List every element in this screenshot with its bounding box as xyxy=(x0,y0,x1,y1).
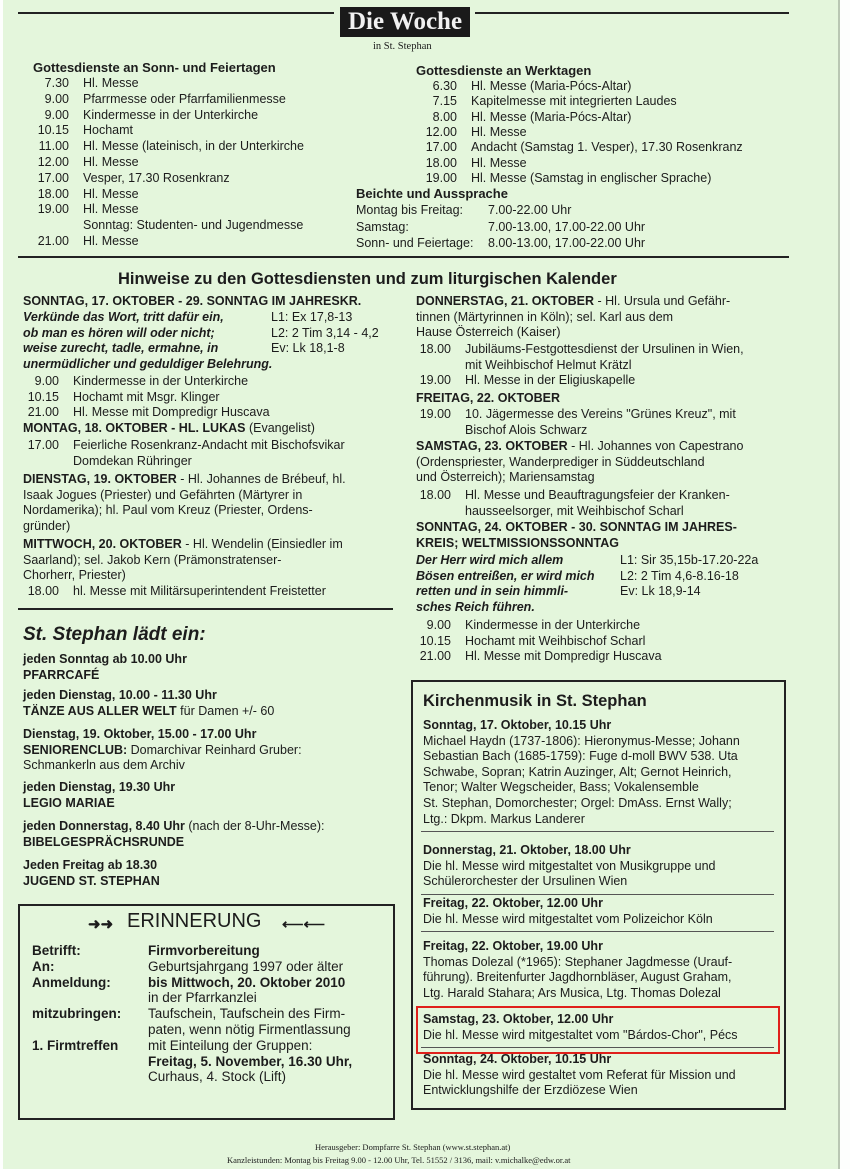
hints-heading: Hinweise zu den Gottesdiensten und zum liturgischen Kalender xyxy=(118,270,617,288)
reminder-value: Taufschein, Taufschein des Firm- xyxy=(148,1006,346,1022)
desc-cell: 10. Jägermesse des Vereins "Grünes Kreuz", mit xyxy=(465,407,736,421)
time-cell: 18.00 xyxy=(419,488,451,502)
music-entry-line: Entwicklungshilfe der Erzdiözese Wien xyxy=(423,1083,638,1098)
time-cell: 9.00 xyxy=(34,374,59,388)
wednesday-20-line: Chorherr, Priester) xyxy=(23,568,126,582)
reminder-title: ERINNERUNG xyxy=(127,910,262,932)
desc-cell: hl. Messe mit Militärsuperintendent Freistetter xyxy=(73,584,326,598)
desc-cell: Hl. Messe (lateinisch, in der Unterkirche xyxy=(83,139,304,154)
thursday-21-line: Hause Österreich (Kaiser) xyxy=(416,325,561,339)
time-cell: 18.00 xyxy=(425,155,457,170)
invite-when-rest: (nach der 8-Uhr-Messe): xyxy=(184,819,325,833)
tuesday-19-line: Nordamerika); hl. Paul vom Kreuz (Priester, Ordens- xyxy=(23,503,313,517)
music-entry-date: Sonntag, 24. Oktober, 10.15 Uhr xyxy=(423,1052,612,1066)
quote-line: Bösen entreißen, er wird mich xyxy=(416,568,595,583)
confession-label: Sonn- und Feiertage: xyxy=(356,236,474,250)
desc-cell: Feierliche Rosenkranz-Andacht mit Bischofsvikar xyxy=(73,438,345,452)
saturday-23-line-1 xyxy=(416,439,743,455)
music-separator xyxy=(421,831,774,832)
quote-line: sches Reich führen. xyxy=(416,599,535,614)
confession-value: 8.00-13.00, 17.00-22.00 Uhr xyxy=(488,236,646,250)
music-entry-line: Schülerorchester der Ursulinen Wien xyxy=(423,874,628,889)
desc-cell: Jubiläums-Festgottesdienst der Ursulinen in Wien, xyxy=(465,342,744,356)
time-cell: 8.00 xyxy=(432,109,457,124)
time-cell: 7.15 xyxy=(432,94,457,109)
desc-cell: Domdekan Rühringer xyxy=(73,453,192,468)
invite-when-bold: jeden Dienstag, 19.30 Uhr xyxy=(23,780,176,794)
paper-sheet xyxy=(3,0,840,1169)
invite-when xyxy=(23,688,217,704)
invite-what-rest: Domarchivar Reinhard Gruber: xyxy=(127,742,302,757)
time-cell: 17.00 xyxy=(37,170,69,185)
reminder-label: An: xyxy=(32,958,55,974)
sunday-24-heading-line: KREIS; WELTMISSIONSSONNTAG xyxy=(416,535,620,550)
section-rule-left xyxy=(18,608,393,610)
confession-label: Montag bis Freitag: xyxy=(356,203,463,217)
time-cell: 9.00 xyxy=(426,618,451,632)
desc-cell: Kapitelmesse mit integrierten Laudes xyxy=(471,94,677,109)
quote-line: retten und in sein himmli- xyxy=(416,584,569,598)
footer-office-hours: Kanzleistunden: Montag bis Freitag 9.00 - 12.00 Uhr, Tel. 51552 / 3136, mail: v.michalke@edw.or.at xyxy=(227,1155,571,1165)
invite-what xyxy=(23,874,160,890)
masthead-title: Die Woche xyxy=(340,7,470,37)
music-entry-line: Die hl. Messe wird mitgestaltet von Musikgruppe und xyxy=(423,858,716,873)
invite-when-bold: jeden Dienstag, 10.00 - 11.30 Uhr xyxy=(23,688,217,702)
quote-line: unermüdlicher und geduldiger Belehrung. xyxy=(23,356,273,371)
reminder-arrows-left: ➜➜ xyxy=(88,916,114,933)
music-entry-date: Freitag, 22. Oktober, 19.00 Uhr xyxy=(423,939,603,953)
music-entry-date: Donnerstag, 21. Oktober, 18.00 Uhr xyxy=(423,843,631,857)
saturday-23-rest: - Hl. Johannes von Capestrano xyxy=(567,439,744,453)
confession-label: Samstag: xyxy=(356,219,409,234)
desc-cell: Hochamt xyxy=(83,123,134,138)
thursday-21-line: tinnen (Märtyrinnen in Köln); sel. Karl aus dem xyxy=(416,309,674,324)
time-cell: 18.00 xyxy=(27,584,59,598)
music-entry-line: Sebastian Bach (1685-1759): Fuge d-moll BWV 538. Uta xyxy=(423,749,738,764)
top-rule-left xyxy=(18,12,334,14)
desc-cell: Kindermesse in der Unterkirche xyxy=(73,374,249,388)
invite-what-rest: für Damen +/- 60 xyxy=(176,703,275,718)
tuesday-19-line-1 xyxy=(23,472,346,488)
time-cell: 19.00 xyxy=(419,407,451,421)
reading-line: Ev: Lk 18,1-8 xyxy=(271,341,345,355)
reminder-value: Firmvorbereitung xyxy=(148,943,260,958)
quote-line: ob man es hören will oder nicht; xyxy=(23,325,215,340)
reminder-label: 1. Firmtreffen xyxy=(32,1037,119,1053)
invite-when-bold: Dienstag, 19. Oktober, 15.00 - 17.00 Uhr xyxy=(23,727,257,741)
desc-cell: Pfarrmesse oder Pfarrfamilienmesse xyxy=(83,91,286,106)
wednesday-20-line: Saarland); sel. Jakob Kern (Prämonstratenser- xyxy=(23,552,282,567)
saturday-23-line: und Österreich); Mariensamstag xyxy=(416,470,595,484)
monday-18-bold: MONTAG, 18. OKTOBER - HL. LUKAS xyxy=(23,421,246,435)
reading-line: L2: 2 Tim 3,14 - 4,2 xyxy=(271,325,379,340)
time-cell: 10.15 xyxy=(419,633,451,648)
music-entry-line: St. Stephan, Domorchester; Orgel: DmAss. Ernst Wally; xyxy=(423,796,732,810)
music-entry-date: Freitag, 22. Oktober, 12.00 Uhr xyxy=(423,896,603,910)
invite-what-bold: BIBELGESPRÄCHSRUNDE xyxy=(23,834,185,849)
desc-cell: hausseelsorger, mit Weihbischof Scharl xyxy=(465,503,684,518)
music-entry-date: Sonntag, 17. Oktober, 10.15 Uhr xyxy=(423,718,612,732)
reminder-box xyxy=(18,904,395,1120)
desc-cell: Kindermesse in der Unterkirche xyxy=(465,618,641,632)
quote-line: Verkünde das Wort, tritt dafür ein, xyxy=(23,310,224,324)
time-cell: 21.00 xyxy=(419,649,451,663)
invite-when xyxy=(23,652,187,668)
desc-cell: Hl. Messe xyxy=(471,124,527,139)
confession-heading: Beichte und Aussprache xyxy=(356,186,508,201)
desc-cell: Hl. Messe xyxy=(471,155,527,170)
invite-when-bold: Jeden Freitag ab 18.30 xyxy=(23,858,158,872)
monday-18-rest: (Evangelist) xyxy=(245,421,315,435)
time-cell: 9.00 xyxy=(44,107,69,122)
reminder-label: Betrifft: xyxy=(32,943,81,958)
music-entry-date: Samstag, 23. Oktober, 12.00 Uhr xyxy=(423,1012,614,1026)
top-rule-right xyxy=(475,12,789,14)
reminder-arrows-right: ⟵⟵ xyxy=(282,916,326,933)
reading-line: L1: Ex 17,8-13 xyxy=(271,310,353,324)
desc-cell: Vesper, 17.30 Rosenkranz xyxy=(83,170,230,185)
time-cell: 11.00 xyxy=(38,139,69,154)
reminder-label: mitzubringen: xyxy=(32,1006,122,1022)
saturday-23-line: (Ordenspriester, Wanderprediger in Süddeutschland xyxy=(416,454,705,469)
desc-cell: Hl. Messe (Samstag in englischer Sprache) xyxy=(471,170,712,185)
desc-cell: Hl. Messe mit Dompredigr Huscava xyxy=(465,649,662,663)
saturday-23-bold: SAMSTAG, 23. OKTOBER xyxy=(416,439,568,453)
music-entry-line: Die hl. Messe wird mitgestaltet vom Polizeichor Köln xyxy=(423,911,713,926)
time-cell: 17.00 xyxy=(425,140,457,155)
reading-line: L1: Sir 35,15b-17.20-22a xyxy=(620,553,759,567)
reminder-value: in der Pfarrkanzlei xyxy=(148,990,257,1006)
invite-what-bold: SENIORENCLUB: xyxy=(23,742,128,757)
reading-line: Ev: Lk 18,9-14 xyxy=(620,584,701,598)
desc-cell: Hl. Messe xyxy=(83,155,139,169)
invite-when-bold: jeden Donnerstag, 8.40 Uhr xyxy=(23,819,185,833)
invite-when-bold: jeden Sonntag ab 10.00 Uhr xyxy=(23,652,187,666)
thursday-21-line-1 xyxy=(416,294,730,310)
invite-when xyxy=(23,858,157,874)
invite-extra: Schmankerln aus dem Archiv xyxy=(23,758,185,772)
tuesday-19-line: gründer) xyxy=(23,518,71,533)
invite-what xyxy=(23,835,184,851)
time-cell: 12.00 xyxy=(425,124,457,139)
monday-18-heading xyxy=(23,421,315,437)
desc-cell: Hl. Messe xyxy=(83,186,139,201)
time-cell: 18.00 xyxy=(37,186,69,201)
invite-what-bold: PFARRCAFÉ xyxy=(23,667,100,682)
desc-cell: mit Weihbischof Helmut Krätzl xyxy=(465,357,632,372)
music-entry-line: Die hl. Messe wird gestaltet vom Referat für Mission und xyxy=(423,1067,736,1082)
invite-what-bold: JUGEND ST. STEPHAN xyxy=(23,873,160,888)
time-cell: 17.00 xyxy=(27,438,59,452)
invite-when xyxy=(23,727,256,743)
music-entry-line: führung). Breitenfurter Jagdhornbläser, August Graham, xyxy=(423,970,732,985)
invites-heading: St. Stephan lädt ein: xyxy=(23,624,206,645)
tuesday-19-rest: - Hl. Johannes de Brébeuf, hl. xyxy=(176,472,346,486)
desc-cell: Hochamt mit Weihbischof Scharl xyxy=(465,633,646,648)
confession-value: 7.00-22.00 Uhr xyxy=(488,203,572,217)
tuesday-19-line: Isaak Jogues (Priester) und Gefährten (Märtyrer in xyxy=(23,487,303,502)
wednesday-20-line-1 xyxy=(23,537,343,553)
time-cell: 6.30 xyxy=(432,79,457,93)
quote-line: weise zurecht, tadle, ermahne, in xyxy=(23,341,219,355)
time-cell: 9.00 xyxy=(44,91,69,106)
desc-cell: Hl. Messe mit Dompredigr Huscava xyxy=(73,405,270,419)
time-cell: 18.00 xyxy=(419,342,451,356)
reminder-value: mit Einteilung der Gruppen: xyxy=(148,1037,313,1053)
weekday-services-heading: Gottesdienste an Werktagen xyxy=(416,63,592,78)
reminder-value: paten, wenn nötig Firmentlassung xyxy=(148,1022,351,1037)
desc-cell: Hl. Messe xyxy=(83,234,139,248)
footer-publisher: Herausgeber: Dompfarre St. Stephan (www.st.stephan.at) xyxy=(315,1142,511,1152)
quote-line: Der Herr wird mich allem xyxy=(416,553,564,567)
section-rule-1 xyxy=(18,256,789,258)
thursday-21-bold: DONNERSTAG, 21. OKTOBER xyxy=(416,294,595,308)
reminder-value: Freitag, 5. November, 16.30 Uhr, xyxy=(148,1053,353,1069)
invite-what xyxy=(23,704,274,720)
time-cell: 12.00 xyxy=(37,155,69,169)
invite-what xyxy=(23,743,302,759)
friday-22-heading: FREITAG, 22. OKTOBER xyxy=(416,391,561,405)
time-cell: 10.15 xyxy=(37,123,69,138)
invite-what-bold: TÄNZE AUS ALLER WELT xyxy=(23,703,177,718)
invite-when xyxy=(23,780,175,796)
desc-cell: Hl. Messe xyxy=(83,76,139,90)
desc-cell: Hochamt mit Msgr. Klinger xyxy=(73,389,220,404)
music-entry-line: Michael Haydn (1737-1806): Hieronymus-Messe; Johann xyxy=(423,733,740,748)
music-separator xyxy=(421,894,774,895)
music-entry-line: Ltg.: Dkpm. Markus Landerer xyxy=(423,811,585,826)
sunday-17-heading: SONNTAG, 17. OKTOBER - 29. SONNTAG IM JAHRESKR. xyxy=(23,294,362,308)
music-separator xyxy=(421,931,774,932)
desc-cell: Hl. Messe (Maria-Pócs-Altar) xyxy=(471,109,632,124)
masthead-subtitle: in St. Stephan xyxy=(373,41,432,52)
time-cell: 21.00 xyxy=(27,405,59,419)
thursday-21-rest: - Hl. Ursula und Gefähr- xyxy=(594,294,731,308)
time-cell: 19.00 xyxy=(37,202,69,217)
desc-cell: Kindermesse in der Unterkirche xyxy=(83,107,259,122)
sunday-24-heading-line: SONNTAG, 24. OKTOBER - 30. SONNTAG IM JAHRES- xyxy=(416,520,737,534)
tuesday-19-bold: DIENSTAG, 19. OKTOBER xyxy=(23,472,177,486)
desc-cell: Hl. Messe xyxy=(83,202,139,217)
highlight-frame xyxy=(416,1006,780,1054)
time-cell: 10.15 xyxy=(27,389,59,404)
invite-when xyxy=(23,819,324,835)
invite-what-bold: LEGIO MARIAE xyxy=(23,795,115,810)
music-entry-line: Thomas Dolezal (*1965): Stephaner Jagdmesse (Urauf- xyxy=(423,954,733,969)
music-heading: Kirchenmusik in St. Stephan xyxy=(423,692,647,710)
desc-cell: Hl. Messe in der Eligiuskapelle xyxy=(465,373,636,387)
desc-cell: Hl. Messe (Maria-Pócs-Altar) xyxy=(471,79,632,93)
desc-cell: Andacht (Samstag 1. Vesper), 17.30 Rosenkranz xyxy=(471,140,743,155)
invite-what xyxy=(23,796,115,812)
reminder-value: bis Mittwoch, 20. Oktober 2010 xyxy=(148,974,346,990)
time-cell: 19.00 xyxy=(419,373,451,387)
reminder-value: Curhaus, 4. Stock (Lift) xyxy=(148,1069,287,1085)
music-entry-line: Schwabe, Sopran; Katrin Auzinger, Alt; Gernot Heinrich, xyxy=(423,764,732,779)
time-cell: 7.30 xyxy=(44,76,69,90)
confession-value: 7.00-13.00, 17.00-22.00 Uhr xyxy=(488,219,646,234)
sunday-services-heading: Gottesdienste an Sonn- und Feiertagen xyxy=(33,60,276,75)
reading-line: L2: 2 Tim 4,6-8.16-18 xyxy=(620,568,739,583)
music-entry-line: Ltg. Harald Stahara; Ars Musica, Ltg. Thomas Dolezal xyxy=(423,985,721,1000)
desc-cell: Bischof Alois Schwarz xyxy=(465,422,588,437)
music-entry-line: Tenor; Walter Wegscheider, Bass; Vokalensemble xyxy=(423,780,699,795)
reminder-label: Anmeldung: xyxy=(32,974,111,990)
time-cell: 21.00 xyxy=(37,234,69,248)
time-cell: 19.00 xyxy=(425,170,457,185)
music-entry-line: Die hl. Messe wird mitgestaltet vom "Bárdos-Chor", Pécs xyxy=(423,1027,738,1042)
invite-what xyxy=(23,668,99,684)
reminder-value: Geburtsjahrgang 1997 oder älter xyxy=(148,958,344,974)
wednesday-20-bold: MITTWOCH, 20. OKTOBER xyxy=(23,537,182,551)
desc-cell: Sonntag: Studenten- und Jugendmesse xyxy=(83,218,304,233)
wednesday-20-rest: - Hl. Wendelin (Einsiedler im xyxy=(181,537,343,551)
desc-cell: Hl. Messe und Beauftragungsfeier der Kranken- xyxy=(465,488,730,502)
